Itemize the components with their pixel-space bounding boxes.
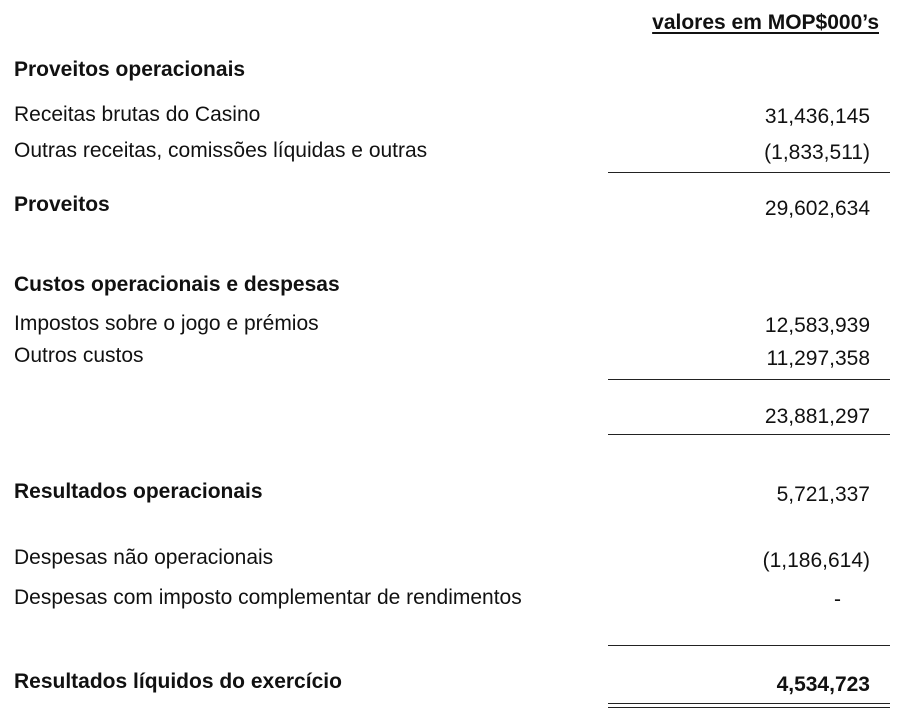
row-label-gaming-taxes: Impostos sobre o jogo e prémios	[14, 312, 319, 335]
net-result-value: 4,534,723	[776, 673, 870, 696]
row-value-other-costs: 11,297,358	[766, 347, 870, 370]
row-value-income-tax: -	[834, 588, 841, 611]
operating-result-value: 5,721,337	[776, 483, 870, 506]
section-heading-operating-revenue: Proveitos operacionais	[14, 58, 246, 81]
row-value-other-revenue: (1,833,511)	[764, 141, 870, 164]
subtotal-rule-costs-bottom	[608, 434, 890, 435]
subtotal-rule-non-operating	[608, 645, 890, 646]
row-label-casino-gross-revenue: Receitas brutas do Casino	[14, 103, 261, 126]
row-label-other-costs: Outros custos	[14, 344, 144, 367]
subtotal-value-costs: 23,881,297	[764, 405, 870, 428]
section-heading-operating-costs: Custos operacionais e despesas	[14, 273, 340, 296]
total-value-revenue: 29,602,634	[764, 197, 870, 220]
row-label-other-revenue: Outras receitas, comissões líquidas e outras	[14, 139, 428, 162]
row-value-non-operating-expenses: (1,186,614)	[762, 549, 870, 572]
row-label-non-operating-expenses: Despesas não operacionais	[14, 546, 274, 569]
row-value-casino-gross-revenue: 31,436,145	[764, 105, 870, 128]
row-value-gaming-taxes: 12,583,939	[764, 314, 870, 337]
row-label-income-tax: Despesas com imposto complementar de rendimentos	[14, 586, 522, 609]
units-header: valores em MOP$000’s	[652, 11, 879, 34]
total-label-revenue: Proveitos	[14, 193, 110, 216]
grand-total-double-rule	[608, 703, 890, 708]
operating-result-label: Resultados operacionais	[14, 480, 263, 503]
subtotal-rule-revenue	[608, 172, 890, 173]
subtotal-rule-costs-top	[608, 379, 890, 380]
net-result-label: Resultados líquidos do exercício	[14, 670, 342, 693]
